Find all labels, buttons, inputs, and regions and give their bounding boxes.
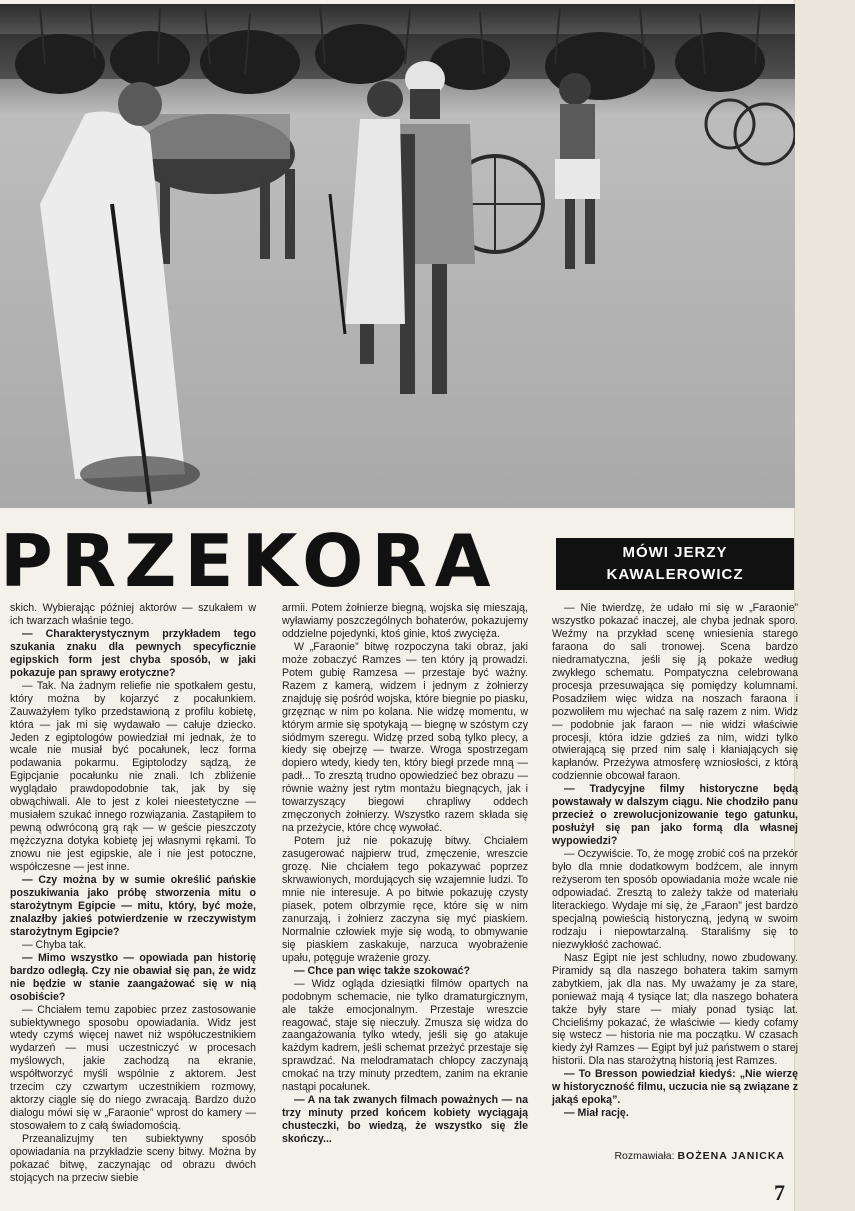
question: — Czy można by w sumie określić pańskie poszukiwania jako próbę stworzenia mitu o starożytnym Egipcie — mitu, który, być może, znalazłby jakieś potwierdzenie w rzeczywistym starożytnym Egipcie? — [10, 874, 256, 938]
author-box — [556, 538, 794, 590]
page-number: 7 — [774, 1180, 785, 1205]
credit-name: BOŻENA JANICKA — [677, 1150, 785, 1162]
paragraph: Potem już nie pokazuję bitwy. Chciałem zasugerować najpierw trud, zmęczenie, wreszcie grozę. Nie chciałem tego pokazywać poprzez skrwawionych, mordujących się wzajemnie ludzi. To mnie nie interesuje. A po bitwie pokazuję czysty piasek, potem olbrzymie ręce, które się w nim zanurzają, i żołnierz zaczyna się myć piaskiem. Normalnie człowiek myje się wodą, to obmywanie się piaskiem zaskakuje, narzuca wyobrażenie upału, potęguje wrażenie grozy. — [282, 835, 528, 964]
question: — Mimo wszystko — opowiada pan historię bardzo odległą. Czy nie obawiał się pan, że widz nie będzie w stanie zaangażować się w nią osobiście? — [10, 951, 256, 1003]
question: — Charakterystycznym przykładem tego szukania znaku dla pewnych specyficznie egipskich form jest chyba sposób, w jaki pokazuje pan sprawy erotyczne? — [10, 627, 256, 679]
text-column-2 — [282, 602, 528, 1146]
paragraph: — Oczywiście. To, że mogę zrobić coś na przekór było dla mnie dodatkowym bodźcem, ale innym reżyserom ten sposób opowiadania może wcale nie odpowiadać. Zresztą to zależy także od materiału literackiego. Wydaje mi się, że „Faraon” jest bardzo specjalną powieścią historyczną, jedyną w swoim rodzaju i niepowtarzalną. Staraliśmy się to niezwykłość zachować. — [552, 848, 798, 951]
paragraph: — Miał rację. — [564, 1107, 629, 1120]
article-title: PRZEKORA — [0, 526, 499, 596]
film-still-photo — [0, 4, 795, 508]
paragraph: skich. Wybierając później aktorów — szukałem w ich twarzach właśnie tego. — [10, 602, 256, 627]
paragraph: armii. Potem żołnierze biegną, wojska się mieszają, wyławiamy poszczególnych bohaterów, pokazujemy oddzielne pojedynki, ktoś ginie, ktoś zwycięża. — [282, 602, 528, 640]
question: — A na tak zwanych filmach poważnych — na trzy minuty przed końcem kobiety wyciągają chusteczki, bo wiedzą, że wszystko się źle skończy... — [282, 1094, 528, 1146]
author-line-1: MÓWI JERZY — [622, 544, 728, 561]
paragraph: Przeanalizujmy ten subiektywny sposób opowiadania na przykładzie sceny bitwy. Można by pokazać bitwę, zaczynając od obrazu dwóch stojących na przeciw siebie — [10, 1133, 256, 1184]
paragraph: W „Faraonie” bitwę rozpoczyna taki obraz, jaki może zobaczyć Ramzes — ten który ją prowadzi. Potem gubię Ramzesa — przestaje być ważny. Razem z kamerą, widzem i jednym z żołnierzy znajduję się pośród wojska, które biegnie po piasku, grzęznąc w nim po kolana. Nie widzę momentu, w którym armie się spotykają — biegnę w szóstym czy siódmym szeregu. Widzę przed sobą tylko plecy, a kiedy się obejrzę — twarze. Wroga spostrzegam dopiero wtedy, kiedy ten, który biegł przede mną — padł... To zresztą trudno opowiedzieć bez obrazu — równie ważny jest rytm montażu biegnących, jak i towarzyszący biegowi chrapliwy oddech zmęczonych żołnierzy. Wszystko razem składa się na przeżycie, które chcę wywołać. — [282, 640, 528, 835]
question: — Tradycyjne filmy historyczne będą powstawały w dalszym ciągu. Nie chodziło panu przecież o zrewolucjonizowanie tego gatunku, posłużył się pan jako formą dla własnej wypowiedzi? — [552, 783, 798, 848]
text-column-1 — [10, 602, 256, 1185]
question: — Chce pan więc także szokować? — [294, 964, 471, 977]
credit-label: Rozmawiała: — [614, 1150, 675, 1162]
text-column-3 — [552, 602, 798, 1120]
interviewer-credit — [565, 1150, 785, 1162]
paragraph: — Widz ogląda dziesiątki filmów opartych na podobnym schemacie, nie tylko dramaturgicznym, ale także emocjonalnym. Przestaje wreszcie reagować, staje się nieczuły. Zmusza się widza do zaangażowania tylko wtedy, jeśli się go atakuje każdym kadrem, jeśli schemat przeżyć przestaje się sprawdzać. Na melodramatach chłopcy zaczynają cmokać na trzy minuty przedtem, zanim na ekranie nastąpi pocałunek. — [282, 977, 528, 1094]
paragraph: — Chciałem temu zapobiec przez zastosowanie subiektywnego sposobu opowiadania. Widz jest wtedy czymś więcej nawet niż współuczestnikiem wydarzeń — musi uczestniczyć w procesach myślowych, jakie zachodzą na ekranie, współtworzyć myśli wspólnie z aktorem. Jest trzecim czy czwartym uczestnikiem rozmowy, aktorzy ciągle się do niego zwracają. Bardzo dużo dialogu mówi się w „Faraonie” wprost do kamery — stosowałem to z całą świadomością. — [10, 1003, 256, 1133]
paragraph: Nasz Egipt nie jest schludny, nowo zbudowany. Piramidy są dla naszego bohatera takim samym zabytkiem, jak dla nas. My uważamy je za stare, ponieważ mają 4 tysiące lat; dla naszego bohatera także były stare — miały ponad tysiąc lat. Chcieliśmy pokazać, że właściwie — kiedy cofamy się wstecz — historia nie ma początku. W czasach kiedy żył Ramzes — Egipt był już państwem o starej historii. Dla nas starożytną historią jest Ramzes. — [552, 951, 798, 1068]
page-margin-strip — [794, 0, 855, 1211]
author-line-2: KAWALEROWICZ — [606, 566, 744, 583]
photo-illustration — [0, 4, 795, 508]
question: — To Bresson powiedział kiedyś: „Nie wierzę w historyczność filmu, uczucia nie są związane z jakąś epoką”. — [552, 1068, 798, 1107]
paragraph: — Nie twierdzę, że udało mi się w „Faraonie” wszystko pokazać inaczej, ale chyba jednak sporo. Weźmy na przykład scenę wniesienia starego faraona do sali tronowej. Scena bardzo niedramatyczna, jeśli się ją pokaże według zwykłego schematu. Pompatyczna celebrowana procesja przesuwająca się pomiędzy kolumnami. Posadziłem więc widza na noszach faraona i pozwoliłem mu wjechać na salę razem z nim. Widz — podobnie jak faraon — nie widzi właściwie procesji, która idzie gdzieś za nim, widzi tylko otwierającą się przed nim salę i kłaniających się kapłanów. Przeżywa atmosferę wzniosłości, z którą codziennie obcował faraon. — [552, 602, 798, 783]
paragraph: — Tak. Na żadnym reliefie nie spotkałem gestu, który można by kojarzyć z pocałunkiem. Zauważyłem tylko przedstawioną z profilu kobietę, która — jak mi się wydawało — całuje dziecko. Jeden z egiptologów powiedział mi jednak, że to wcale nie musiał być pocałunek, lecz forma podawania pokarmu. Egiptolodzy sądzą, że Egipcjanie pocałunku nie znali. Ich zbliżenie wyglądało prawdopodobnie tak, jak by się obwąchiwali. Ale to jest z kolei nieestetyczne — musiałem szukać innego rozwiązania. Zastąpiłem to pewną odwróconą grą rąk — w geście pieszczoty mężczyzna dotyka kobietę jej własnymi rękami. To znowu nie jest egipskie, ale i nie jest potoczne, współczesne — jest inne. — [10, 679, 256, 874]
paragraph: — Chyba tak. — [22, 938, 87, 951]
